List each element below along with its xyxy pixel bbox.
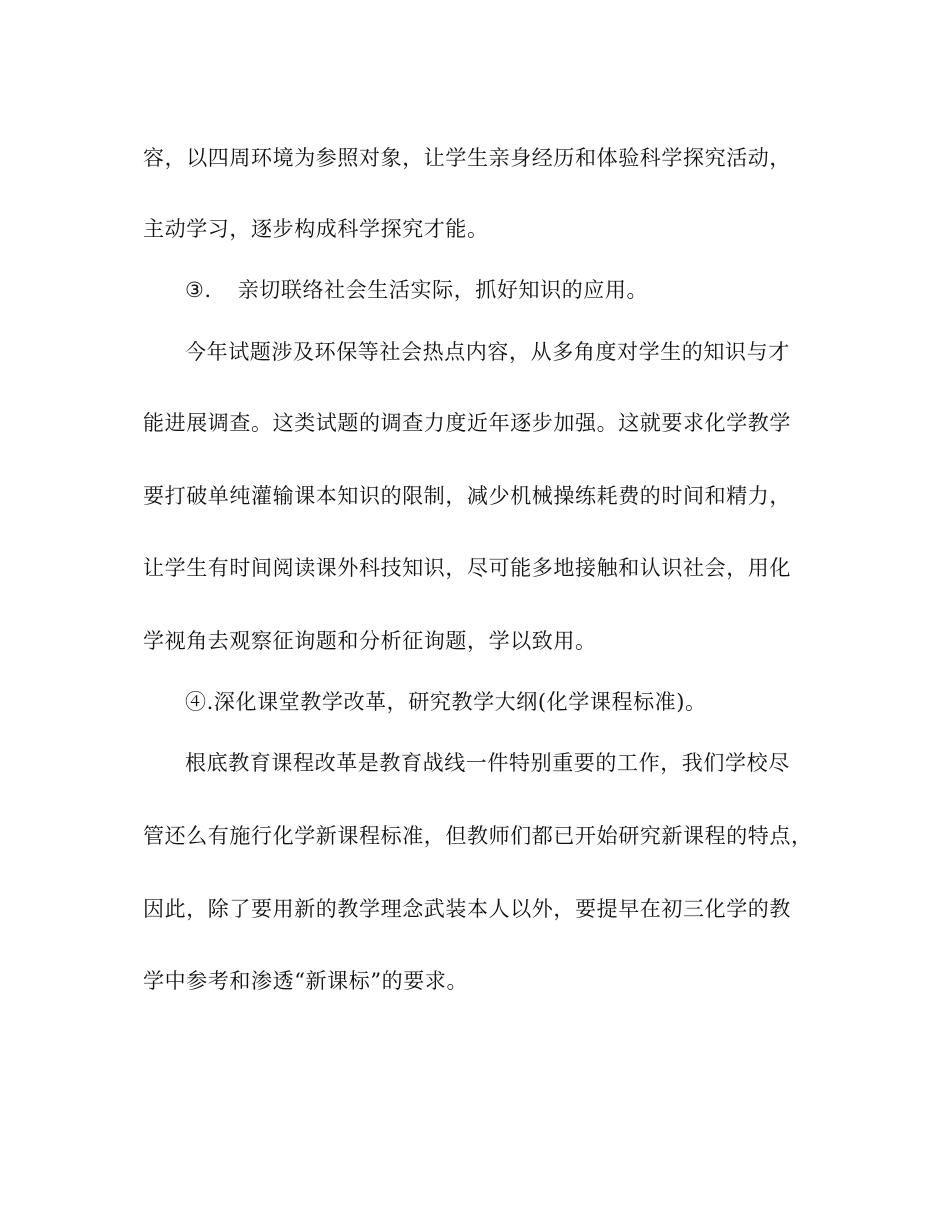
body-text-line: 今年试题涉及环保等社会热点内容，从多角度对学生的知识与才 bbox=[185, 340, 790, 364]
section-heading-4: ④.深化课堂教学改革，研究教学大纲(化学课程标准)。 bbox=[185, 690, 707, 714]
body-text-line: 能进展调查。这类试题的调查力度近年逐步加强。这就要求化学教学 bbox=[143, 411, 791, 435]
body-text-line: 学视角去观察征询题和分析征询题，学以致用。 bbox=[143, 629, 597, 653]
section-heading-text: 亲切联络社会生活实际，抓好知识的应用。 bbox=[237, 278, 649, 302]
body-text-line: 主动学习，逐步构成科学探究才能。 bbox=[143, 217, 489, 241]
section-number: ③. bbox=[185, 278, 212, 302]
body-text-line: 让学生有时间阅读课外科技知识，尽可能多地接触和认识社会，用化 bbox=[143, 556, 791, 580]
body-text-line: 根底教育课程改革是教育战线一件特别重要的工作，我们学校尽 bbox=[185, 751, 790, 775]
body-text-line: 因此，除了要用新的教学理念武装本人以外，要提早在初三化学的教 bbox=[143, 897, 791, 921]
body-text-line: 容，以四周环境为参照对象，让学生亲身经历和体验科学探究活动， bbox=[143, 146, 791, 170]
body-text-line: 要打破单纯灌输课本知识的限制，减少机械操练耗费的时间和精力， bbox=[143, 484, 791, 508]
body-text-line: 学中参考和渗透“新课标”的要求。 bbox=[143, 969, 469, 993]
section-heading-3 bbox=[185, 276, 648, 304]
body-text-line: 管还么有施行化学新课程标准，但教师们都已开始研究新课程的特点， bbox=[143, 824, 813, 848]
